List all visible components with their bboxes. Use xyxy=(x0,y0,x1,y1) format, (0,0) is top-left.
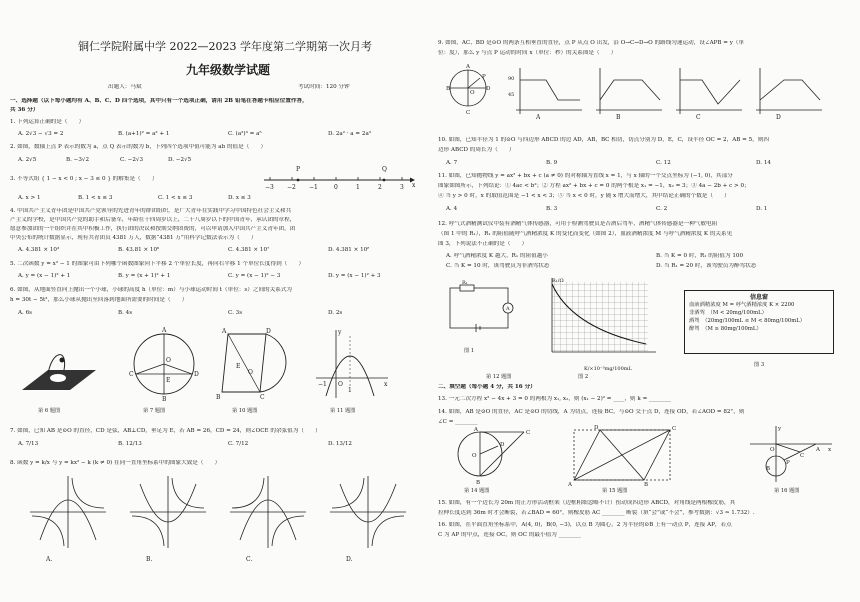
q6-option-c: C. 3s xyxy=(228,310,243,316)
q4-stem-1: 4. 中国共产主义青年团是中国共产党领导的先进青年的群团组织，是广大青年在实践中学习中国特色社会主义和共 xyxy=(10,208,292,214)
q16-stem-2: C 为 AP 的中点，连接 OC，则 OC 的最小值为 ________ xyxy=(438,532,581,538)
svg-text:E: E xyxy=(236,363,241,370)
q12-fig3-label: 图 3 xyxy=(754,362,765,368)
svg-text:C: C xyxy=(672,426,677,432)
nl-label-p: P xyxy=(296,166,301,173)
info-line-1: 血液酒精浓度 M = 呼气酒精浓度 K × 2200 xyxy=(689,302,795,308)
nl-label-x: x xyxy=(412,182,416,189)
info-line-3: 酒驾 （20mg/100mL ≤ M < 80mg/100mL） xyxy=(689,317,806,324)
fig6-ball-throw xyxy=(18,330,98,400)
q13-stem: 13. 一元二次方程 x² − 4x + 3 = 0 的两根为 x₁, x₂，则 (x₁ − 2)² = ____，则 k = ________ xyxy=(438,396,672,402)
q12-option-d: D. 当 R₁ = 20 时，该驾驶员为醉驾状态 xyxy=(656,263,757,269)
svg-text:x: x xyxy=(384,381,388,388)
svg-text:A: A xyxy=(466,64,470,70)
q7-option-d: D. 13/12 xyxy=(328,441,352,447)
info-title: 信息窗 xyxy=(749,294,768,301)
nl-tick-m3: −3 xyxy=(265,184,274,191)
q9-label-b: B xyxy=(616,114,621,121)
q9-a-y45: 45 xyxy=(508,92,515,98)
section1-heading: 一、选择题（以下每小题均有 A、B、C、D 四个选项，其中只有一个选项正确，请用 2B 铅笔在答题卡相应位置作答， xyxy=(10,98,308,104)
svg-text:A: A xyxy=(222,328,227,335)
fig7-caption: 第 7 题图 xyxy=(143,408,166,414)
svg-text:y: y xyxy=(338,329,342,336)
info-line-4: 醉驾 （M ≥ 80mg/100mL） xyxy=(689,325,762,332)
q1-option-c: C. (a²)³ = a⁵ xyxy=(228,131,262,137)
q4-option-d: D. 4.381 × 10⁸ xyxy=(328,247,370,253)
q3-stem: 3. 不等式组 { 1 − x < 0 ; x − 3 ≤ 0 } 的解集是（ ） xyxy=(10,176,158,182)
section2-heading: 二、填空题（每小题 4 分，共 16 分） xyxy=(438,384,536,390)
q2-option-d: D. −2√5 xyxy=(168,157,192,163)
fig10-tangent-quad xyxy=(216,326,286,402)
q10-option-c: C. 12 xyxy=(656,160,671,166)
q1-option-a: A. 2√3 − √3 = 2 xyxy=(18,131,64,137)
svg-text:D: D xyxy=(266,328,271,335)
fig10-caption: 第 10 题图 xyxy=(232,408,258,414)
q10-option-a: A. 7 xyxy=(446,160,458,166)
svg-text:C: C xyxy=(800,453,805,459)
q14-stem-2: ∠C = ________ xyxy=(438,419,478,425)
q12-option-a: A. 呼气酒精浓度 K 越大，R₁ 的阻值越小 xyxy=(446,253,548,259)
q1-option-b: B. (a+1)² = a² + 1 xyxy=(118,131,170,137)
q6-stem-1: 6. 如图，从地面竖直向上抛出一个小球，小球的高度 h（单位：m）与小球运动时间 t（单位：s）之间的关系式为 xyxy=(10,287,293,293)
nl-tick-0: 0 xyxy=(334,184,338,191)
q9-label-d: D xyxy=(776,114,781,121)
q5-option-a: A. y = (x − 1)² + 1 xyxy=(18,273,71,279)
svg-text:A: A xyxy=(162,327,167,334)
q4-option-a: A. 4.381 × 10³ xyxy=(18,247,60,253)
q4-option-c: C. 4.381 × 10⁷ xyxy=(228,247,270,253)
q9-label-a: A xyxy=(536,114,541,121)
q10-stem-2: 边形 ABCD 的周长为（ ） xyxy=(438,147,515,153)
q5-option-d: D. y = (x − 1)² + 3 xyxy=(328,273,381,279)
q11-option-d: D. 1 xyxy=(756,206,768,212)
q4-option-b: B. 43.81 × 10⁶ xyxy=(118,247,160,253)
setter: 出题人：马斌 xyxy=(108,84,142,90)
svg-text:O: O xyxy=(470,90,475,96)
q9-a-y90: 90 xyxy=(508,76,515,82)
q12-info-window xyxy=(684,290,834,354)
q12-stem-2: （图 1 中的 R₁），R₁ 的阻值随呼气酒精浓度 K 的变化而变化（如图 2），血液酒精浓度 M 与呼气酒精浓度 K 的关系见 xyxy=(438,231,733,237)
svg-text:P: P xyxy=(786,460,790,466)
q7-option-c: C. 7/12 xyxy=(228,441,249,447)
svg-text:B: B xyxy=(446,86,451,92)
svg-text:−1: −1 xyxy=(318,381,327,388)
svg-text:A: A xyxy=(474,427,478,433)
q9-stem-2: 位：度），那么 y 与点 P 运动的时间 x（单位：秒）的关系图是（ ） xyxy=(438,50,617,56)
q11-option-a: A. 4 xyxy=(446,206,458,212)
q12-fig2-label: 图 2 xyxy=(578,374,589,380)
q5-stem: 5. 二次函数 y = x² − 1 的图象可由下列哪个函数图象向下平移 2 个单位长度，再向右平移 1 个单位长度得到（ ） xyxy=(10,261,305,267)
q2-option-c: C. −2√3 xyxy=(120,157,144,163)
svg-text:O: O xyxy=(166,357,171,364)
q12-option-c: C. 当 K = 10 时，该驾驶员为非酒驾状态 xyxy=(446,263,550,269)
nl-tick-m1: −1 xyxy=(309,184,318,191)
q6-stem-2: h = 30t − 5t²，那么小球从抛出至回落到地面所需要的时间是（ ） xyxy=(10,297,188,303)
q12-stem-3: 图 3，下列说法不正确的是（ ） xyxy=(438,241,528,247)
exam-time: 考试时间：120 分钟 xyxy=(298,84,350,90)
fig15-rhombus xyxy=(560,424,680,488)
q3-option-a: A. x > 1 xyxy=(18,195,41,201)
q15-stem-2: 拉伸长度达到 36m 时才会断裂，若∠BAD = 60°，则橡皮筋 AC ________ 断裂（填“会”或“不会”，参考数据：√3 ≈ 1.732）. xyxy=(438,510,755,516)
q8-label-d: D. xyxy=(346,556,353,563)
svg-text:B: B xyxy=(162,396,167,403)
q11-option-b: B. 3 xyxy=(546,206,558,212)
fig14-circle xyxy=(450,424,530,484)
q6-option-a: A. 6s xyxy=(18,310,33,316)
q10-option-b: B. 9 xyxy=(546,160,558,166)
number-line-figure xyxy=(260,160,420,192)
q12-graph-xlabel: K/×10⁻³mg/100mL xyxy=(584,366,632,372)
nl-tick-2: 2 xyxy=(378,184,382,191)
svg-text:x: x xyxy=(828,447,832,453)
svg-text:y: y xyxy=(778,426,782,432)
svg-text:C: C xyxy=(260,394,265,401)
svg-text:O: O xyxy=(338,381,343,388)
q6-option-d: D. 2s xyxy=(328,310,343,316)
q8-label-b: B. xyxy=(146,556,153,563)
svg-text:O: O xyxy=(248,369,253,376)
fig11-parabola xyxy=(312,326,392,402)
q9-label-c: C xyxy=(696,114,701,121)
q3-option-b: B. 1 < x ≤ 3 xyxy=(78,195,113,201)
q8-graphs xyxy=(28,474,418,550)
q9-graphs xyxy=(446,64,846,118)
q5-option-b: B. y = (x + 1)² + 1 xyxy=(118,273,171,279)
section1-heading2: 共 36 分） xyxy=(10,107,39,113)
q4-stem-3: 愿意参加团的一个组织并在其中积极工作，执行团的决议和按期交纳团费的，可以申请加入中国共产主义青年团，团 xyxy=(10,226,296,232)
q2-option-a: A. 2√5 xyxy=(18,157,37,163)
fig7-circle xyxy=(126,326,206,402)
svg-text:D: D xyxy=(594,425,599,431)
q11-option-c: C. 2 xyxy=(656,206,668,212)
q7-stem: 7. 如图，已知 AB 是⊙O 的直径，CD 是弦，AB⊥CD，垂足为 E，若 AB = 26，CD = 24，则∠OCE 的余弦值为（ ） xyxy=(10,428,321,434)
q4-stem-2: 产主义的学校，是中国共产党的助手和后备军，年龄在十四周岁以上，二十八周岁以下的中国青年，承认团的章程， xyxy=(10,217,296,223)
svg-text:D: D xyxy=(486,86,491,92)
school-title: 铜仁学院附属中学 2022—2023 学年度第二学期第一次月考 xyxy=(78,40,372,53)
q2-option-b: B. −3√2 xyxy=(66,157,90,163)
fig16-coordinate-circle xyxy=(746,424,836,484)
q14-stem-1: 14. 如图，AB 是⊙O 的直径，AC 是⊙O 的切线，A 为切点，连接 BC，与⊙O 交于点 D，连接 OD，若∠AOD = 82°，则 xyxy=(438,409,745,415)
q9-stem-1: 9. 如图，AC、BD 是⊙O 的两条互相垂直的直径，点 P 从点 O 出发，沿 O→C→D→O 的路线匀速运动，设∠APB = y（单 xyxy=(438,40,745,46)
q12-graph-ylabel: R₁/Ω xyxy=(552,278,564,284)
svg-text:O: O xyxy=(770,447,775,453)
q10-stem-1: 10. 如图，已知半径为 1 的⊙O 与四边形 ABCD 的边 AD，AB，BC 相切，切点分别为 D，E，C，设半径 OC = 2，AB = 5，则四 xyxy=(438,137,769,143)
svg-text:B: B xyxy=(476,480,481,486)
fig14-caption: 第 14 题图 xyxy=(464,488,490,494)
q11-stem-2: 图象如图所示，下列结论：① 4ac < b²；② 方程 ax² + bx + c = 0 的两个根是 x₁ = −1，x₂ = 3；③ 4a − 2b + c > 0； xyxy=(438,183,750,189)
svg-text:C: C xyxy=(466,110,471,116)
nl-tick-1: 1 xyxy=(356,184,360,191)
q12-fig1-circuit xyxy=(446,280,514,340)
fig6-caption: 第 6 题图 xyxy=(38,408,61,414)
nl-label-q: Q xyxy=(382,166,387,173)
svg-text:D: D xyxy=(194,371,199,378)
q8-label-a: A. xyxy=(46,556,53,563)
q12-option-b: B. 当 K = 0 时，R₁ 的阻值为 100 xyxy=(656,253,744,259)
svg-text:1: 1 xyxy=(348,387,352,394)
svg-text:A: A xyxy=(506,306,510,312)
svg-text:P: P xyxy=(482,74,486,80)
q12-stem-1: 12. 呼气式酒精测试仪中装有酒精气体传感器，可用于检测驾驶员是否酒后驾车，酒精气体传感器是一种气敏电阻 xyxy=(438,221,718,227)
q3-option-c: C. 1 < x ≤ 3 xyxy=(158,195,193,201)
q16-stem-1: 16. 如图，在平面直角坐标系中，A(4, 0)，B(0, −3)，以点 B 为圆心，2 为半径的⊙B 上有一动点 P，连接 AP，若点 xyxy=(438,522,732,528)
q11-stem-1: 11. 如图，已知抛物线 y = ax² + bx + c (a ≠ 0) 的对称轴为直线 x = 1，与 x 轴的一个交点坐标为 (−1, 0)，其部分 xyxy=(438,173,733,179)
info-line-2: 非酒驾 （M < 20mg/100mL） xyxy=(689,309,767,316)
q7-option-a: A. 7/13 xyxy=(18,441,39,447)
q15-stem-1: 15. 如图，有一个边长为 20m 的正方形活动框架（边框粗细忽略不计）扭动成四边形 ABCD，对角线是两根橡皮筋，其 xyxy=(438,500,736,506)
svg-text:A: A xyxy=(816,447,820,453)
q11-stem-3: ④ 当 y > 0 时，x 的取值范围是 −1 < x < 3；⑤ 当 x < 0 时，y 随 x 增大而增大，其中结论正确的个数是（ ） xyxy=(438,193,730,199)
q12-fig1-label: 图 1 xyxy=(464,348,475,354)
q1-option-d: D. 2a² · a = 2a³ xyxy=(328,131,372,137)
svg-text:A: A xyxy=(568,482,572,488)
q6-option-b: B. 4s xyxy=(118,310,133,316)
q4-stem-4: 中央公布的统计数据显示，现有共青团员 4381 万人，数据“4381 万”用科学记数法表示为（ ） xyxy=(10,235,257,241)
q7-option-b: B. 12/13 xyxy=(118,441,142,447)
svg-text:B: B xyxy=(644,482,649,488)
nl-tick-3: 3 xyxy=(400,184,404,191)
q3-option-d: D. x ≤ 3 xyxy=(228,195,251,201)
svg-text:C: C xyxy=(129,371,134,378)
q8-label-c: C. xyxy=(246,556,253,563)
fig11-caption: 第 11 题图 xyxy=(330,408,356,414)
q1-stem: 1. 下列运算正确的是（ ） xyxy=(10,119,85,125)
nl-tick-m2: −2 xyxy=(287,184,296,191)
q12-fig2-graph xyxy=(542,278,662,362)
q5-option-c: C. y = (x − 1)² − 3 xyxy=(228,273,281,279)
svg-text:R₁: R₁ xyxy=(462,280,468,286)
q10-option-d: D. 14 xyxy=(756,160,771,166)
svg-text:C: C xyxy=(526,430,531,436)
svg-text:O: O xyxy=(472,453,477,459)
svg-text:B: B xyxy=(766,466,771,472)
fig16-caption: 第 16 题图 xyxy=(774,488,800,494)
svg-text:B: B xyxy=(216,394,221,401)
svg-text:E: E xyxy=(166,377,171,384)
svg-text:D: D xyxy=(500,442,505,448)
q8-stem: 8. 函数 y = k/x 与 y = kx² − k (k ≠ 0) 在同一直角坐标系中的图象大致是（ ） xyxy=(10,460,221,466)
q2-stem: 2. 如图，数轴上点 P 表示的数为 a，点 Q 表示的数为 b，下列四个选项中值可能为 ab 的值是（ ） xyxy=(10,144,267,150)
exam-title: 九年级数学试题 xyxy=(186,63,271,77)
q12-figcap: 第 12 题图 xyxy=(486,374,512,380)
fig15-caption: 第 15 题图 xyxy=(602,488,628,494)
